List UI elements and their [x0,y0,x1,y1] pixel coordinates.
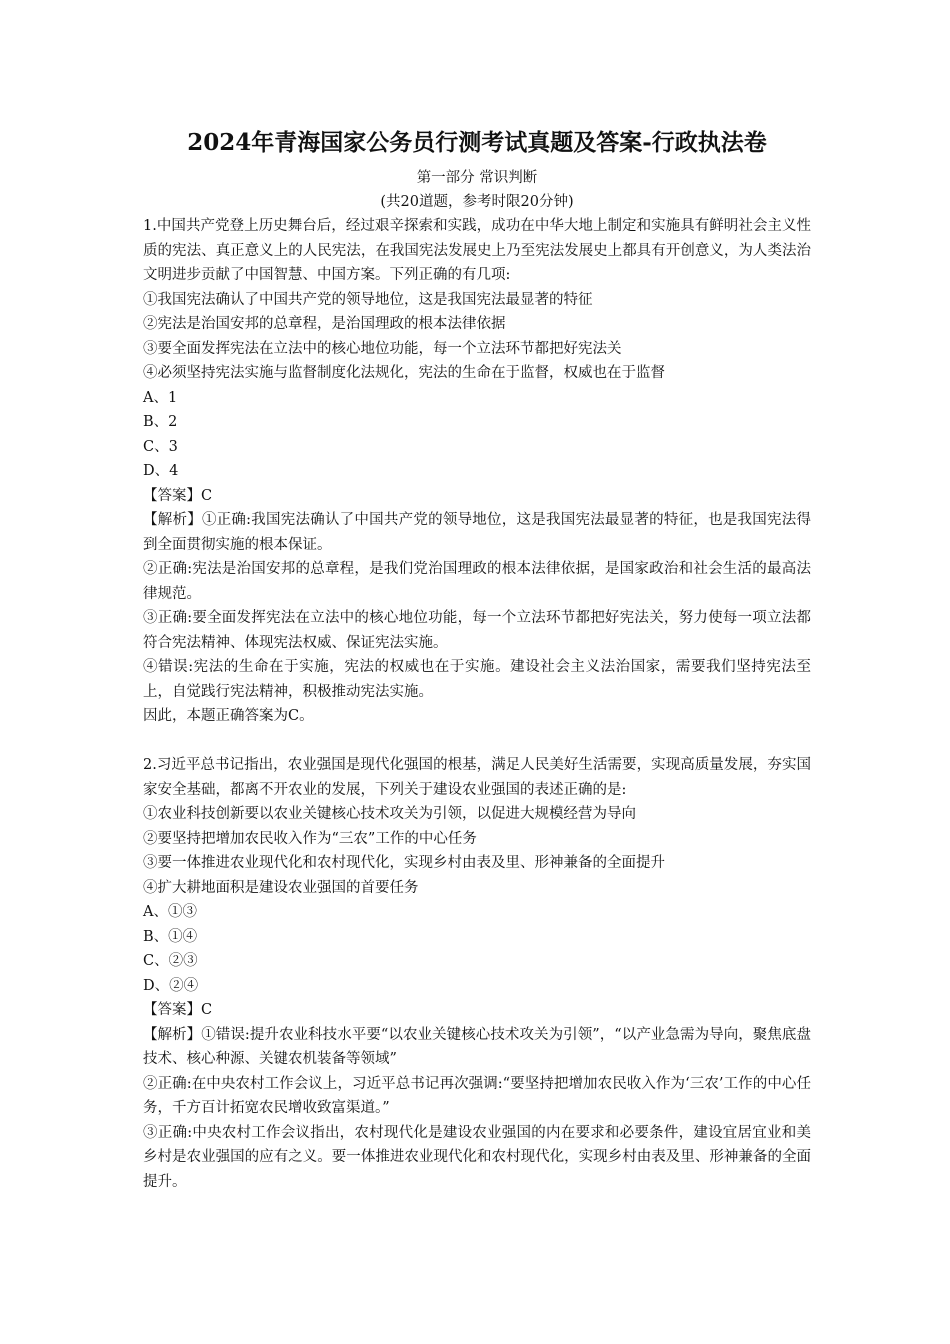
option-c: C、②③ [143,953,198,969]
section-heading: 第一部分 常识判断 [416,170,538,186]
analysis-paragraph: ③正确:中央农村工作会议指出，农村现代化是建设农业强国的内在要求和必要条件，建设宜居宜业和美乡村是农业强国的应有之义。要一体推进农业现代化和农村现代化，实现乡村由表及里、形神兼备的全面提升。 [143,1124,811,1190]
analysis-paragraph: ②正确:宪法是治国安邦的总章程，是我们党治国理政的根本法律依据，是国家政治和社会生活的最高法律规范。 [143,561,811,602]
statement-item: ①农业科技创新要以农业关键核心技术攻关为引领，以促进大规模经营为导向 [143,806,636,822]
option-a: A、①③ [143,904,197,920]
option-b: B、①④ [143,928,198,945]
document-content [143,124,811,1194]
statement-item: ④扩大耕地面积是建设农业强国的首要任务 [143,879,419,896]
statement-item: ②要坚持把增加农民收入作为“三农”工作的中心任务 [143,830,477,847]
section-note: (共20道题，参考时限20分钟) [380,194,574,210]
statement-item: ④必须坚持宪法实施与监督制度化法规化，宪法的生命在于监督，权威也在于监督 [143,365,665,381]
question-separator [143,729,811,754]
analysis-paragraph: 【解析】①正确:我国宪法确认了中国共产党的领导地位，这是我国宪法最显著的特征，也是我国宪法得到全面贯彻实施的根本保证。 [143,512,811,553]
analysis-paragraph: ②正确:在中央农村工作会议上，习近平总书记再次强调:“要坚持把增加农民收入作为‘三农’工作的中心任务，千方百计拓宽农民增收致富渠道。” [143,1075,811,1116]
statement-item: ①我国宪法确认了中国共产党的领导地位，这是我国宪法最显著的特征 [143,291,593,308]
option-a: A、1 [143,389,178,406]
option-c: C、3 [143,438,178,455]
option-b: B、2 [143,414,178,430]
document-title: 2024年青海国家公务员行测考试真题及答案-行政执法卷 [187,129,767,156]
answer-line: 【答案】C [143,487,213,504]
analysis-paragraph: ③正确:要全面发挥宪法在立法中的核心地位功能，每一个立法环节都把好宪法关，努力使每一项立法都符合宪法精神、体现宪法权威、保证宪法实施。 [143,610,811,651]
option-d: D、4 [143,463,179,479]
analysis-conclusion: 因此，本题正确答案为C。 [143,708,314,724]
statement-item: ③要一体推进农业现代化和农村现代化，实现乡村由表及里、形神兼备的全面提升 [143,855,665,871]
question-stem: 1.中国共产党登上历史舞台后，经过艰辛探索和实践，成功在中华大地上制定和实施具有鲜明社会主义性质的宪法、真正意义上的人民宪法，在我国宪法发展史上乃至宪法发展史上都具有开创意义，为人类法治文明进步贡献了中国智慧、中国方案。下列正确的有几项: [143,218,811,283]
analysis-paragraph: ④错误:宪法的生命在于实施，宪法的权威也在于实施。建设社会主义法治国家，需要我们坚持宪法至上，自觉践行宪法精神，积极推动宪法实施。 [143,659,811,700]
question-1 [143,214,811,729]
question-2 [143,753,811,1194]
question-stem: 2.习近平总书记指出，农业强国是现代化强国的根基，满足人民美好生活需要，实现高质量发展，夯实国家安全基础，都离不开农业的发展，下列关于建设农业强国的表述正确的是: [143,757,811,798]
statement-item: ②宪法是治国安邦的总章程，是治国理政的根本法律依据 [143,316,506,332]
option-d: D、②④ [143,977,199,994]
statement-item: ③要全面发挥宪法在立法中的核心地位功能，每一个立法环节都把好宪法关 [143,340,622,357]
answer-line: 【答案】C [143,1002,213,1018]
analysis-paragraph: 【解析】①错误:提升农业科技水平要“以农业关键核心技术攻关为引领”，“以产业急需为导向，聚焦底盘技术、核心种源、关键农机装备等领域” [143,1026,811,1067]
